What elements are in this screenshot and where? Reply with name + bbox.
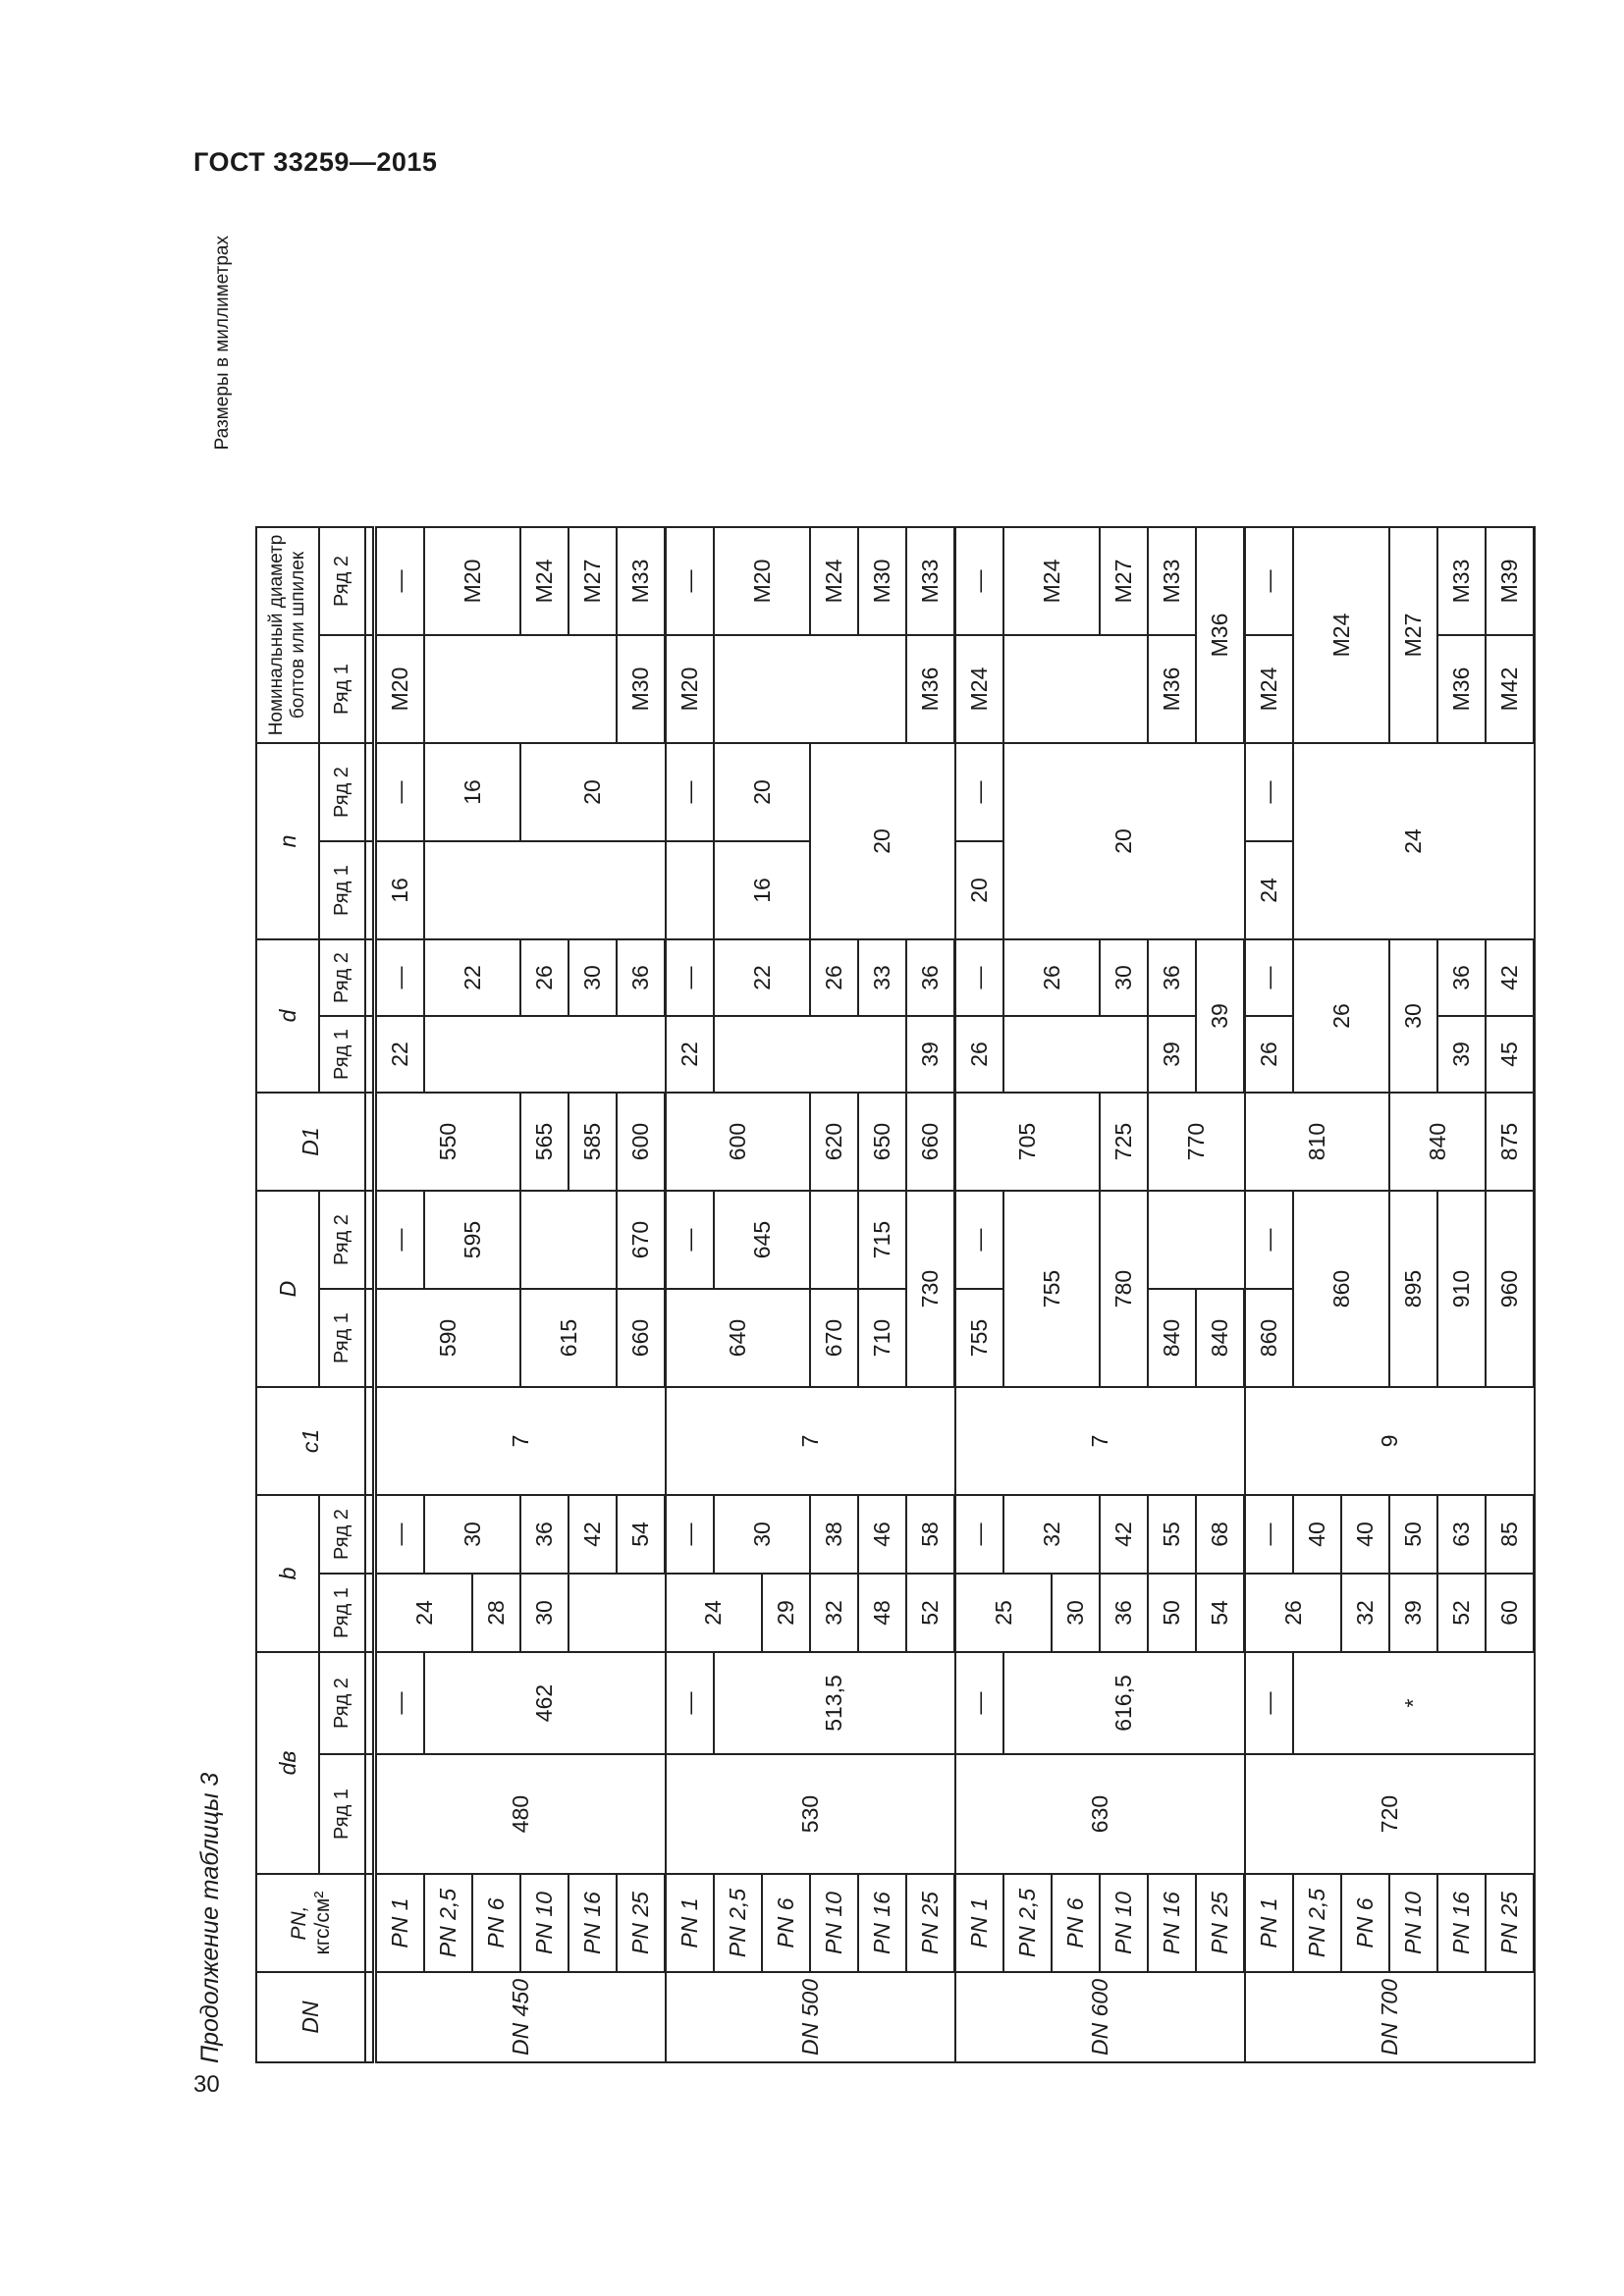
d-row1-cell: 39 — [906, 1016, 955, 1093]
pn-header: PN, кгс/см² — [256, 1874, 365, 1972]
table-row — [955, 527, 1004, 2062]
b-header: b — [256, 1495, 319, 1652]
b-row2-cell: 38 — [810, 1495, 858, 1574]
pn-cell: PN 1 — [1245, 1874, 1294, 1972]
pn-cell: PN 16 — [568, 1874, 617, 1972]
D-row2-cell: — — [955, 1191, 1004, 1289]
b-row1-cell: 32 — [810, 1574, 858, 1652]
pn-cell: PN 2,5 — [1293, 1874, 1341, 1972]
pn-cell: PN 10 — [810, 1874, 858, 1972]
b-row1-cell: 24 — [375, 1574, 473, 1652]
b-row2-cell: 54 — [617, 1495, 666, 1574]
D-row2-cell: 670 — [617, 1191, 666, 1289]
pn-cell: PN 16 — [1437, 1874, 1486, 1972]
D-cell: 780 — [1100, 1191, 1148, 1387]
D-row2-cell: — — [1245, 1191, 1294, 1289]
b-row2-cell: 30 — [424, 1495, 520, 1574]
b-row1-cell: 48 — [858, 1574, 906, 1652]
pn-cell: PN 16 — [858, 1874, 906, 1972]
page-number: 30 — [193, 2071, 220, 2098]
bolt-row2-cell: M39 — [1486, 527, 1535, 635]
bolt-row2-cell: — — [666, 527, 715, 635]
bolt-row2-cell: — — [375, 527, 425, 635]
dv-row2-cell: — — [955, 1652, 1004, 1754]
D-row1-cell: 615 — [520, 1289, 617, 1387]
n-row2-cell: — — [955, 743, 1004, 841]
b-row2-cell: 55 — [1148, 1495, 1196, 1574]
D1-cell: 585 — [568, 1093, 617, 1191]
b-row1-cell: 29 — [762, 1574, 810, 1652]
d-row1-cell: 39 — [1437, 1016, 1486, 1093]
pn-cell: PN 25 — [617, 1874, 666, 1972]
dn-cell: DN 600 — [955, 1972, 1245, 2062]
b-row2-cell: 36 — [520, 1495, 568, 1574]
d-row2-cell: 42 — [1486, 939, 1535, 1016]
bolt-row2-cell: M33 — [906, 527, 955, 635]
dn-cell: DN 500 — [666, 1972, 955, 2062]
d-row2-cell: — — [666, 939, 715, 1016]
b-row1-cell: 30 — [520, 1574, 568, 1652]
b-row1-header: Ряд 1 — [319, 1574, 365, 1652]
dv-row2-cell: * — [1293, 1652, 1535, 1754]
pn-cell: PN 6 — [1052, 1874, 1100, 1972]
b-row2-cell: 68 — [1196, 1495, 1245, 1574]
bolt-row2-cell: — — [1245, 527, 1294, 635]
d-header: d — [256, 939, 319, 1093]
d-cell: 30 — [1389, 939, 1437, 1093]
pn-cell: PN 10 — [1389, 1874, 1437, 1972]
bolt-row1-cell: M24 — [955, 635, 1004, 743]
d-cell: 39 — [1196, 939, 1245, 1093]
D-cell: 730 — [906, 1191, 955, 1387]
d-row1-cell — [1003, 1016, 1148, 1093]
n-row2-header: Ряд 2 — [319, 743, 365, 841]
b-row1-cell: 32 — [1341, 1574, 1389, 1652]
D1-cell: 600 — [666, 1093, 811, 1191]
D-cell: 910 — [1437, 1191, 1486, 1387]
D1-cell: 600 — [617, 1093, 666, 1191]
n-cell: 20 — [1003, 743, 1245, 939]
n-cell: 20 — [810, 743, 955, 939]
rotated-table-block — [196, 236, 1522, 2081]
b-row1-cell: 52 — [906, 1574, 955, 1652]
D-row2-cell: 595 — [424, 1191, 520, 1289]
D-row1-header: Ряд 1 — [319, 1289, 365, 1387]
pn-cell: PN 2,5 — [714, 1874, 762, 1972]
dv-row2-cell: 616,5 — [1003, 1652, 1245, 1754]
b-row2-cell: 40 — [1341, 1495, 1389, 1574]
n-cell: 24 — [1293, 743, 1535, 939]
bolt-row1-header: Ряд 1 — [319, 635, 365, 743]
D-row1-cell: 710 — [858, 1289, 906, 1387]
pn-cell: PN 1 — [375, 1874, 425, 1972]
bolt-row1-cell: M36 — [1437, 635, 1486, 743]
c1-header: c1 — [256, 1387, 365, 1495]
dv-row1-header: Ряд 1 — [319, 1754, 365, 1874]
b-row2-cell: 32 — [1003, 1495, 1100, 1574]
d-row2-cell: 26 — [520, 939, 568, 1016]
bolt-row1-cell: M30 — [617, 635, 666, 743]
b-row2-cell: 46 — [858, 1495, 906, 1574]
b-row2-cell: 40 — [1293, 1495, 1341, 1574]
pn-cell: PN 6 — [1341, 1874, 1389, 1972]
c1-cell: 7 — [666, 1387, 955, 1495]
D1-header: D1 — [256, 1093, 365, 1191]
n-row2-cell: — — [666, 743, 715, 841]
pn-cell: PN 2,5 — [1003, 1874, 1052, 1972]
pn-cell: PN 2,5 — [424, 1874, 472, 1972]
table-row — [1245, 527, 1294, 2062]
D-row2-cell: — — [666, 1191, 715, 1289]
D-cell: 895 — [1389, 1191, 1437, 1387]
b-row2-cell: 63 — [1437, 1495, 1486, 1574]
flange-dimensions-table — [255, 526, 1536, 2063]
d-row2-cell: 26 — [810, 939, 858, 1016]
bolt-cell: M27 — [1389, 527, 1437, 743]
pn-cell: PN 16 — [1148, 1874, 1196, 1972]
bolt-row1-cell — [424, 635, 617, 743]
bolt-row2-cell: — — [955, 527, 1004, 635]
b-row1-cell — [568, 1574, 666, 1652]
D1-cell: 810 — [1245, 1093, 1390, 1191]
D-row1-cell: 755 — [955, 1289, 1004, 1387]
d-row2-cell: 36 — [1148, 939, 1196, 1016]
pn-cell: PN 10 — [520, 1874, 568, 1972]
D1-cell: 660 — [906, 1093, 955, 1191]
bolt-header: Номинальный диаметр болтов или шпилек — [256, 527, 319, 743]
bolt-cell: M36 — [1196, 527, 1245, 743]
d-row2-cell: 30 — [1100, 939, 1148, 1016]
D-row1-cell: 840 — [1148, 1289, 1196, 1387]
n-row2-cell: — — [1245, 743, 1294, 841]
n-row2-cell: 16 — [424, 743, 520, 841]
d-row2-cell: — — [955, 939, 1004, 1016]
bolt-cell: M24 — [1293, 527, 1389, 743]
dv-row1-cell: 480 — [375, 1754, 666, 1874]
bolt-row2-cell: M33 — [617, 527, 666, 635]
D-row1-cell: 660 — [617, 1289, 666, 1387]
d-row2-cell: 30 — [568, 939, 617, 1016]
n-row2-cell: 20 — [714, 743, 810, 841]
n-header: n — [256, 743, 319, 939]
dn-cell: DN 450 — [375, 1972, 666, 2062]
d-row2-header: Ряд 2 — [319, 939, 365, 1016]
D-row1-cell: 670 — [810, 1289, 858, 1387]
D-row1-cell: 840 — [1196, 1289, 1245, 1387]
D1-cell: 725 — [1100, 1093, 1148, 1191]
b-row1-cell: 28 — [472, 1574, 520, 1652]
d-row2-cell: — — [1245, 939, 1294, 1016]
table-row — [375, 527, 425, 2062]
page-header: ГОСТ 33259—2015 — [193, 147, 438, 177]
d-row2-cell: — — [375, 939, 425, 1016]
b-row1-cell: 25 — [955, 1574, 1053, 1652]
bolt-row2-cell: M24 — [810, 527, 858, 635]
D-row1-cell: 590 — [375, 1289, 521, 1387]
d-cell: 26 — [1293, 939, 1389, 1093]
d-row2-cell: 33 — [858, 939, 906, 1016]
b-row1-cell: 26 — [1245, 1574, 1342, 1652]
D-row2-header: Ряд 2 — [319, 1191, 365, 1289]
n-row1-cell — [424, 841, 666, 939]
b-row1-cell: 24 — [666, 1574, 763, 1652]
table-caption: Продолжение таблицы 3 — [196, 1772, 224, 2063]
bolt-row1-cell: M42 — [1486, 635, 1535, 743]
D1-cell: 840 — [1389, 1093, 1486, 1191]
dv-row1-cell: 630 — [955, 1754, 1245, 1874]
d-row2-cell: 22 — [714, 939, 810, 1016]
b-row1-cell: 50 — [1148, 1574, 1196, 1652]
b-row2-cell: — — [1245, 1495, 1294, 1574]
d-row1-cell: 39 — [1148, 1016, 1196, 1093]
n-row2-cell: — — [375, 743, 425, 841]
b-row1-cell: 30 — [1052, 1574, 1100, 1652]
d-row2-cell: 22 — [424, 939, 520, 1016]
bolt-row1-cell: M24 — [1245, 635, 1294, 743]
n-row1-cell: 20 — [955, 841, 1004, 939]
dv-row2-cell: 513,5 — [714, 1652, 955, 1754]
bolt-row1-cell: M20 — [666, 635, 715, 743]
d-row2-cell: 36 — [906, 939, 955, 1016]
bolt-row2-cell: M33 — [1437, 527, 1486, 635]
d-row1-header: Ряд 1 — [319, 1016, 365, 1093]
bolt-row1-cell — [1003, 635, 1148, 743]
D1-cell: 770 — [1148, 1093, 1245, 1191]
n-row1-cell: 16 — [375, 841, 425, 939]
D-row1-cell: 640 — [666, 1289, 811, 1387]
d-row2-cell: 36 — [617, 939, 666, 1016]
pn-cell: PN 25 — [906, 1874, 955, 1972]
b-row2-cell: — — [666, 1495, 715, 1574]
d-row2-cell: 36 — [1437, 939, 1486, 1016]
dn-cell: DN 700 — [1245, 1972, 1535, 2062]
pn-cell: PN 1 — [666, 1874, 715, 1972]
n-row1-cell: 24 — [1245, 841, 1294, 939]
b-row1-cell: 54 — [1196, 1574, 1245, 1652]
b-row1-cell: 52 — [1437, 1574, 1486, 1652]
D-cell: 960 — [1486, 1191, 1535, 1387]
D1-cell: 705 — [955, 1093, 1101, 1191]
D-cell: 755 — [1003, 1191, 1100, 1387]
dv-row2-cell: — — [666, 1652, 715, 1754]
n-row1-cell — [666, 841, 715, 939]
bolt-row2-cell: M24 — [520, 527, 568, 635]
D1-cell: 565 — [520, 1093, 568, 1191]
D1-cell: 875 — [1486, 1093, 1535, 1191]
n-row2-cell: 20 — [520, 743, 666, 841]
b-row2-cell: 30 — [714, 1495, 810, 1574]
pn-cell: PN 25 — [1196, 1874, 1245, 1972]
D-row2-cell: 645 — [714, 1191, 810, 1289]
pn-cell: PN 6 — [762, 1874, 810, 1972]
D-row2-cell — [1148, 1191, 1245, 1289]
b-row2-cell: 42 — [1100, 1495, 1148, 1574]
bolt-row2-cell: M30 — [858, 527, 906, 635]
b-row1-cell: 60 — [1486, 1574, 1535, 1652]
n-row1-cell: 16 — [714, 841, 810, 939]
b-row1-cell: 39 — [1389, 1574, 1437, 1652]
dv-row1-cell: 720 — [1245, 1754, 1535, 1874]
dv-row2-cell: — — [375, 1652, 425, 1754]
n-row1-header: Ряд 1 — [319, 841, 365, 939]
dn-header: DN — [256, 1972, 365, 2062]
d-row1-cell: 45 — [1486, 1016, 1535, 1093]
d-row1-cell — [424, 1016, 666, 1093]
bolt-row2-header: Ряд 2 — [319, 527, 365, 635]
bolt-row1-cell: M20 — [375, 635, 425, 743]
d-row1-cell: 26 — [955, 1016, 1004, 1093]
pn-cell: PN 1 — [955, 1874, 1004, 1972]
bolt-row2-cell: M27 — [568, 527, 617, 635]
D-row2-cell: 715 — [858, 1191, 906, 1289]
d-row1-cell: 22 — [666, 1016, 715, 1093]
b-row2-cell: — — [955, 1495, 1004, 1574]
bolt-row1-cell: M36 — [1148, 635, 1196, 743]
dv-row1-cell: 530 — [666, 1754, 955, 1874]
D-row1-cell: 860 — [1245, 1289, 1294, 1387]
D-row2-cell — [520, 1191, 617, 1289]
b-row2-header: Ряд 2 — [319, 1495, 365, 1574]
c1-cell: 7 — [955, 1387, 1245, 1495]
table-row — [666, 527, 715, 2062]
D1-cell: 620 — [810, 1093, 858, 1191]
bolt-row1-cell: M36 — [906, 635, 955, 743]
d-row1-cell — [714, 1016, 906, 1093]
pn-cell: PN 25 — [1486, 1874, 1535, 1972]
D-header: D — [256, 1191, 319, 1387]
bolt-row2-cell: M20 — [714, 527, 810, 635]
D-cell: 860 — [1293, 1191, 1389, 1387]
c1-cell: 9 — [1245, 1387, 1535, 1495]
b-row2-cell: 42 — [568, 1495, 617, 1574]
c1-cell: 7 — [375, 1387, 666, 1495]
bolt-row2-cell: M20 — [424, 527, 520, 635]
D-row2-cell: — — [375, 1191, 425, 1289]
d-row1-cell: 26 — [1245, 1016, 1294, 1093]
bolt-row2-cell: M27 — [1100, 527, 1148, 635]
pn-cell: PN 10 — [1100, 1874, 1148, 1972]
units-note: Размеры в миллиметрах — [212, 236, 233, 451]
bolt-row2-cell: M24 — [1003, 527, 1100, 635]
b-row2-cell: 85 — [1486, 1495, 1535, 1574]
dv-row2-cell: 462 — [424, 1652, 666, 1754]
d-row2-cell: 26 — [1003, 939, 1100, 1016]
D1-cell: 550 — [375, 1093, 521, 1191]
b-row1-cell: 36 — [1100, 1574, 1148, 1652]
bolt-row2-cell: M33 — [1148, 527, 1196, 635]
D1-cell: 650 — [858, 1093, 906, 1191]
dv-row2-header: Ряд 2 — [319, 1652, 365, 1754]
dv-row2-cell: — — [1245, 1652, 1294, 1754]
b-row2-cell: — — [375, 1495, 425, 1574]
pn-cell: PN 6 — [472, 1874, 520, 1972]
d-row1-cell: 22 — [375, 1016, 425, 1093]
b-row2-cell: 58 — [906, 1495, 955, 1574]
dv-header: dв — [256, 1652, 319, 1874]
b-row2-cell: 50 — [1389, 1495, 1437, 1574]
bolt-row1-cell — [714, 635, 906, 743]
D-row2-cell — [810, 1191, 858, 1289]
